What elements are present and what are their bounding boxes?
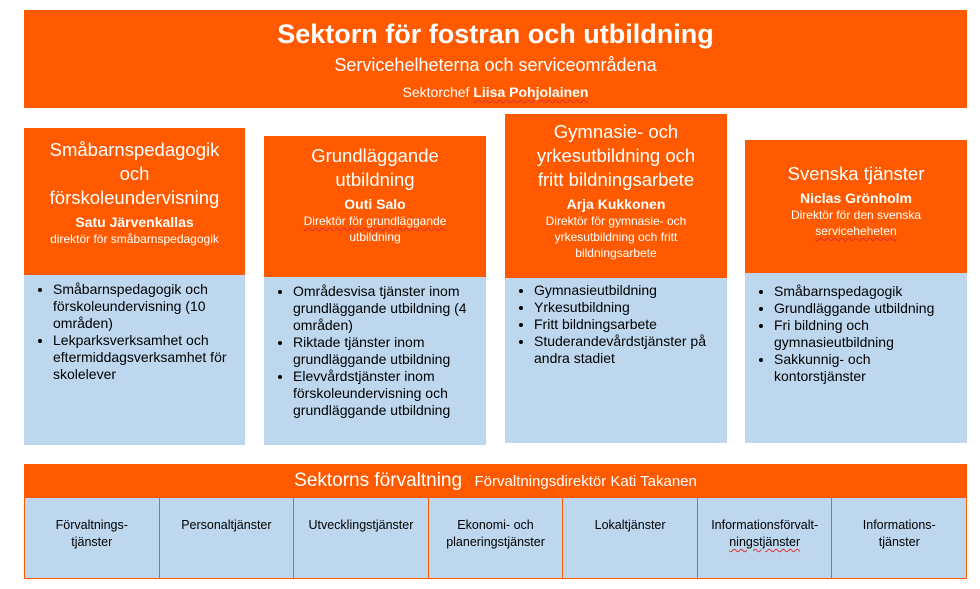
unit-leader-role-line: Direktör för gymnasie- och	[545, 214, 687, 228]
admin-service-line: Informationsförvalt-	[711, 518, 819, 532]
service-item: • Grundläggande utbildning	[774, 300, 959, 317]
unit-leader-name: Niclas Grönholm	[799, 190, 913, 206]
service-item: • Småbarnspedagogik och förskoleundervisning (10 områden)	[53, 281, 237, 332]
unit-title	[28, 138, 241, 210]
unit-title-line: utbildning	[335, 169, 415, 190]
unit-leader-role-line: utbildning	[349, 230, 401, 244]
unit-header-swedish-services	[745, 140, 967, 273]
admin-service-cell	[160, 498, 295, 578]
admin-service-line: tjänster	[878, 535, 920, 549]
unit-leader-role-line: yrkesutbildning och fritt	[554, 230, 678, 244]
unit-title-line: Svenska tjänster	[787, 163, 925, 184]
admin-service-line: Informations-	[862, 518, 936, 532]
unit-services-early-education	[24, 275, 245, 445]
admin-service-cell	[563, 498, 698, 578]
sector-chief-name: Liisa Pohjolainen	[473, 84, 589, 100]
unit-leader-role: direktör för småbarnspedagogik	[50, 232, 219, 246]
unit-leader-role-line: Direktör för den svenska	[790, 208, 922, 222]
unit-services-swedish-services	[745, 273, 967, 443]
unit-title-line: yrkesutbildning och	[536, 145, 696, 166]
sector-title: Sektorn för fostran och utbildning	[277, 19, 714, 49]
unit-header-basic-education	[264, 136, 486, 277]
service-item: • Områdesvisa tjänster inom grundläggande utbildning (4 områden)	[293, 283, 478, 334]
admin-service-line: Förvaltnings-	[55, 518, 128, 532]
unit-leader-role	[268, 213, 482, 245]
admin-service-cell	[429, 498, 564, 578]
service-item: • Sakkunnig- och kontorstjänster	[774, 351, 959, 385]
service-item: • Studerandevårdstjänster på andra stadiet	[534, 333, 719, 367]
service-item: • Lekparksverksamhet och eftermiddagsverksamhet för skolelever	[53, 332, 237, 383]
admin-service-cell	[832, 498, 966, 578]
unit-title	[509, 120, 723, 192]
service-item: • Yrkesutbildning	[534, 299, 719, 316]
unit-leader-name: Satu Järvenkallas	[75, 214, 194, 230]
unit-title-line: Grundläggande	[311, 145, 439, 166]
unit-services-basic-education	[264, 277, 486, 445]
unit-title-line: förskoleundervisning	[49, 187, 220, 208]
administration-header	[24, 464, 967, 498]
sector-chief-label: Sektorchef	[402, 84, 470, 100]
admin-service-line: Lokaltjänster	[594, 518, 666, 532]
admin-service-line: Personaltjänster	[181, 518, 272, 532]
service-item: • Riktade tjänster inom grundläggande utbildning	[293, 334, 478, 368]
unit-leader-role-line: bildningsarbete	[575, 246, 657, 260]
admin-service-cell	[698, 498, 833, 578]
service-list	[274, 283, 478, 419]
unit-title	[749, 162, 963, 186]
unit-leader-role-line: Direktör för grundläggande	[303, 214, 447, 228]
admin-service-line: planeringstjänster	[446, 535, 545, 549]
unit-title-line: fritt bildningsarbete	[537, 169, 695, 190]
admin-service-cell	[294, 498, 429, 578]
unit-title	[268, 144, 482, 192]
unit-title-line: och	[119, 163, 150, 184]
service-list	[34, 281, 237, 383]
service-list	[755, 283, 959, 385]
unit-leader-name: Arja Kukkonen	[566, 196, 666, 212]
unit-leader-role	[749, 207, 963, 239]
admin-service-line: tjänster	[71, 535, 113, 549]
unit-title-line: Småbarnspedagogik	[49, 139, 220, 160]
admin-service-cell	[25, 498, 160, 578]
service-item: • Småbarnspedagogik	[774, 283, 959, 300]
service-item: • Fritt bildningsarbete	[534, 316, 719, 333]
unit-leader-role	[509, 213, 723, 261]
unit-header-early-education	[24, 128, 245, 275]
unit-leader-role-line: serviceheheten	[815, 224, 897, 238]
sector-chief	[24, 83, 967, 101]
service-item: • Gymnasieutbildning	[534, 282, 719, 299]
service-list	[515, 282, 719, 367]
sector-subtitle: Servicehelheterna och serviceområdena	[334, 55, 657, 75]
admin-service-line: ningstjänster	[729, 535, 801, 549]
unit-services-upper-secondary	[505, 278, 727, 443]
administration-title: Sektorns förvaltning	[294, 470, 463, 491]
admin-service-line: Utvecklingstjänster	[308, 518, 414, 532]
sector-header	[24, 10, 967, 108]
unit-header-upper-secondary	[505, 114, 727, 278]
service-item: • Elevvårdstjänster inom förskoleundervisning och grundläggande utbildning	[293, 368, 478, 419]
unit-title-line: Gymnasie- och	[553, 121, 679, 142]
administration-director: Förvaltningsdirektör Kati Takanen	[474, 473, 697, 490]
unit-leader-name: Outi Salo	[344, 196, 406, 212]
admin-service-line: Ekonomi- och	[457, 518, 534, 532]
service-item: • Fri bildning och gymnasieutbildning	[774, 317, 959, 351]
administration-services	[24, 498, 967, 579]
